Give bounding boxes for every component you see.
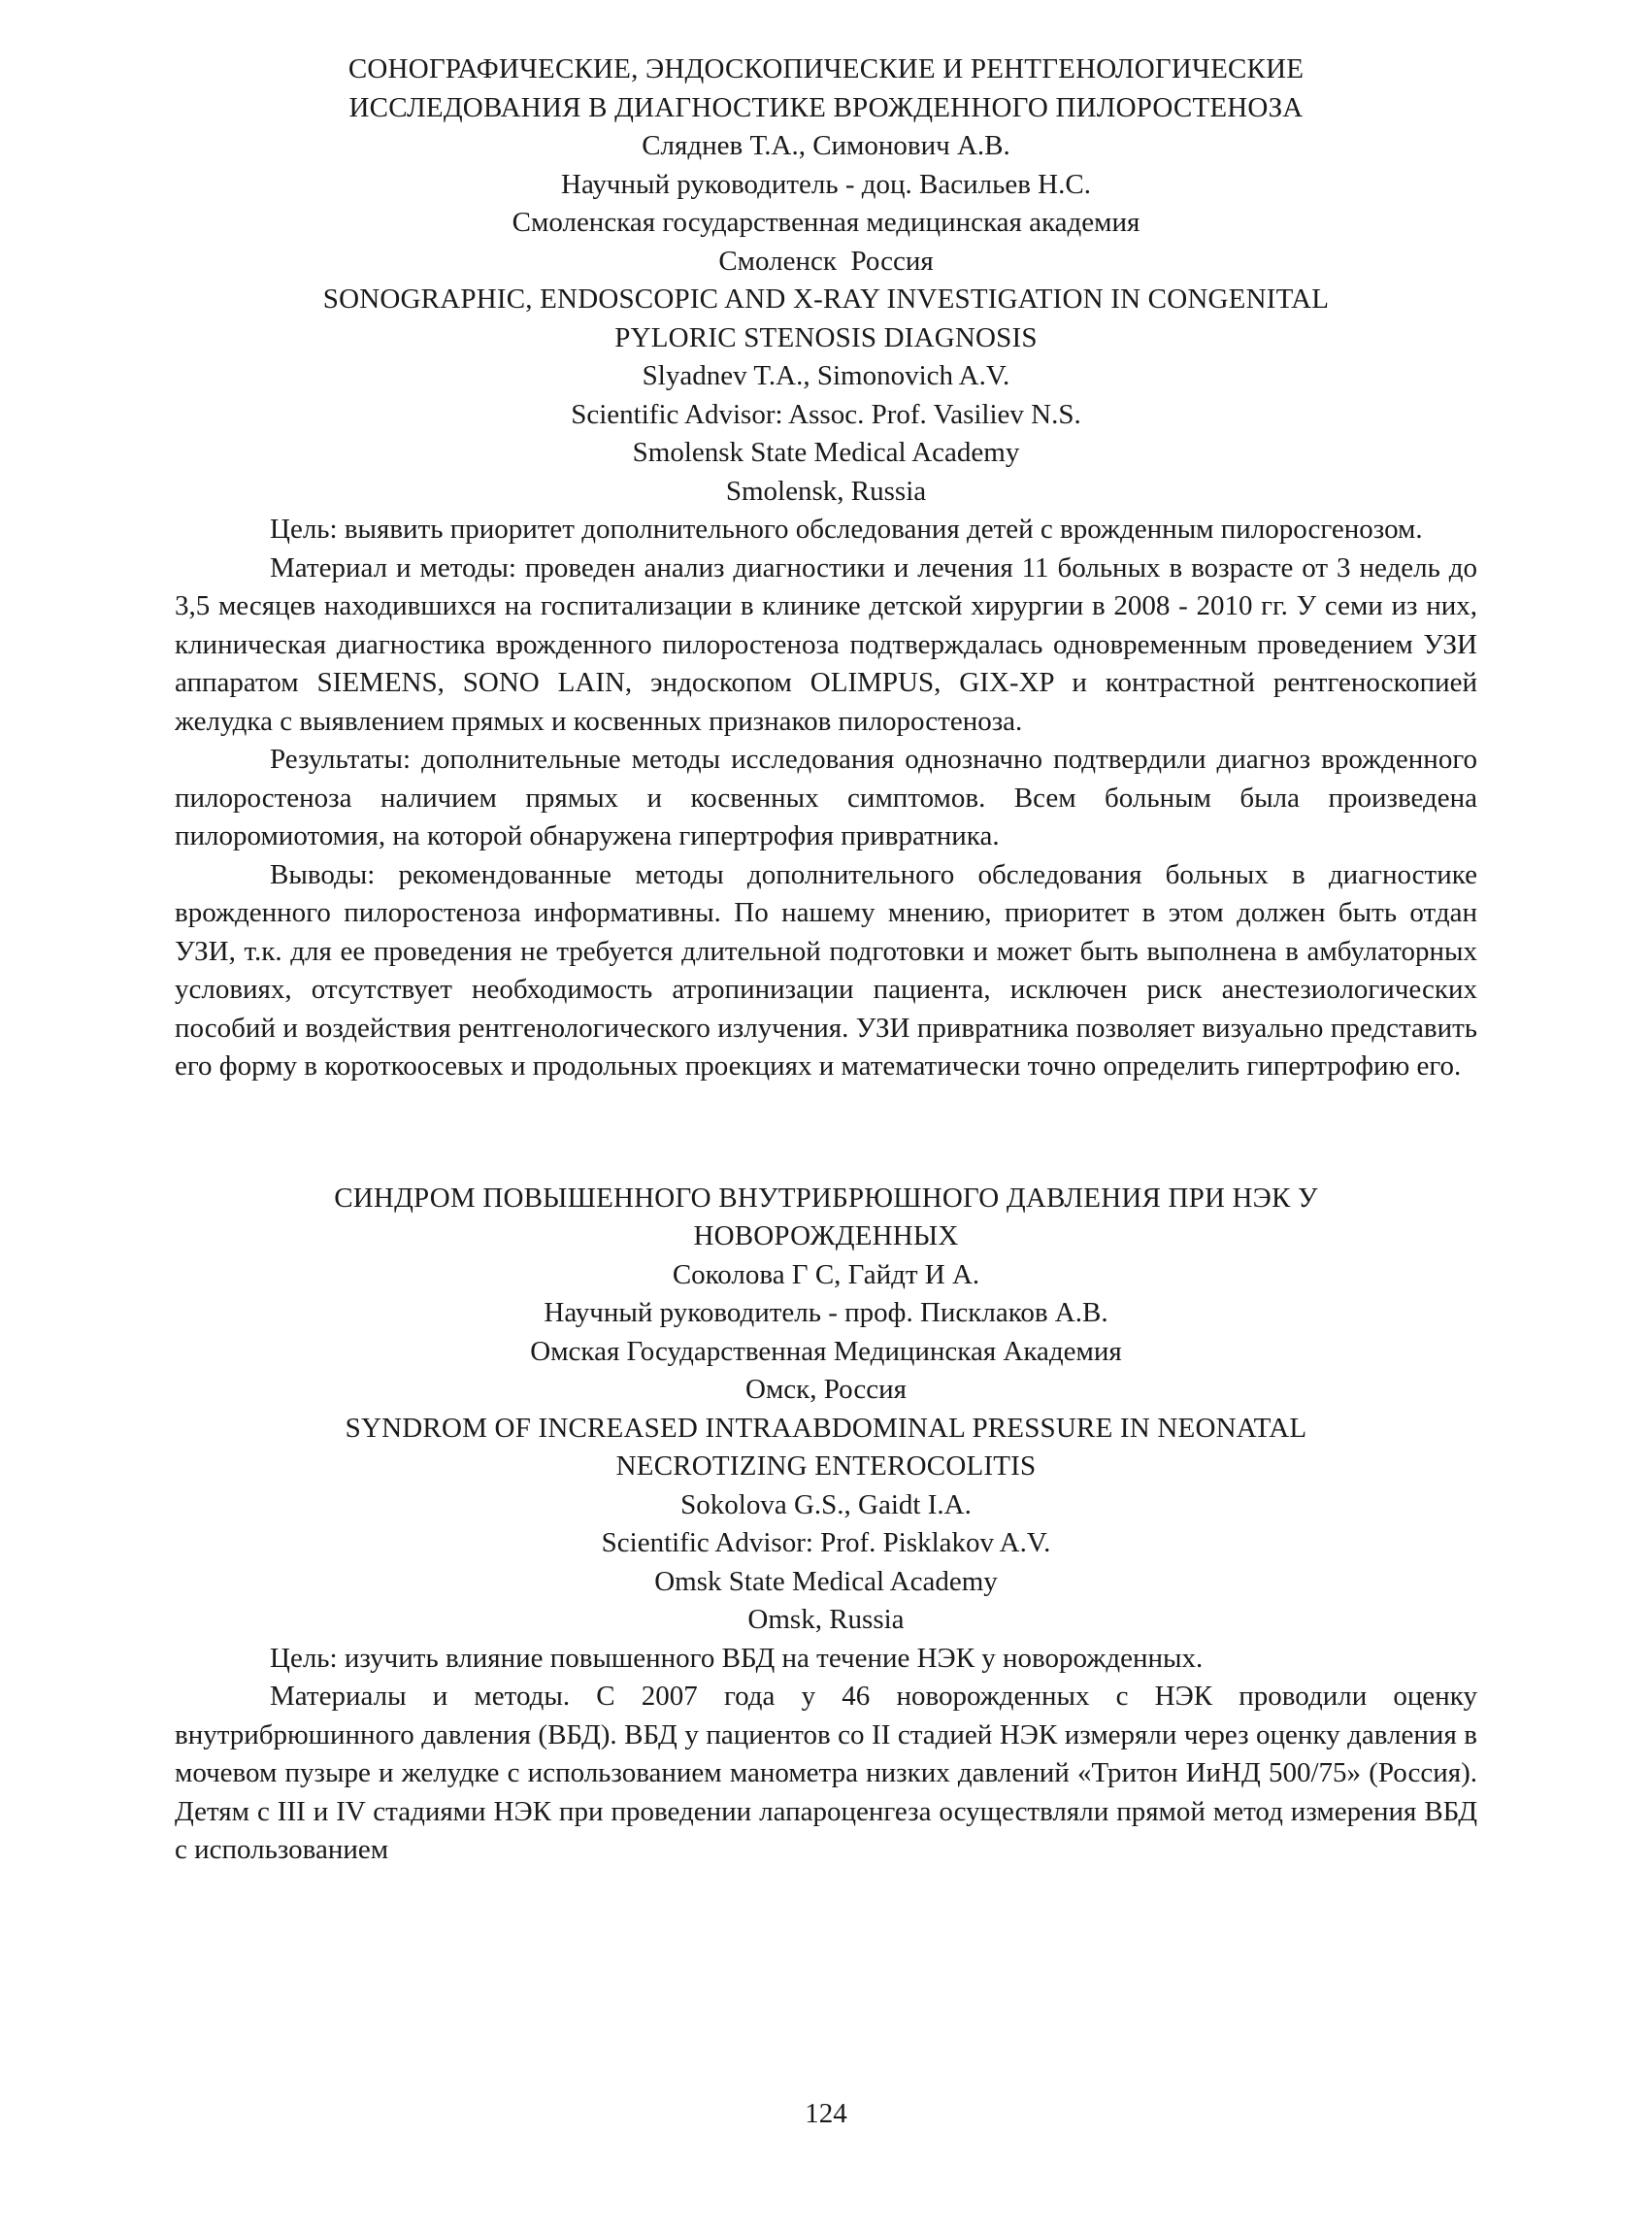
article-1-institution-en: Smolensk State Medical Academy: [632, 437, 1020, 468]
article-2-advisor-en: Scientific Advisor: Prof. Pisklakov A.V.: [601, 1527, 1051, 1558]
article-2-paragraph-methods: Материалы и методы. С 2007 года у 46 новорожденных с НЭК проводили оценку внутрибрюшинного давления (ВБД). ВБД у пациентов со II стадией НЭК измеряли через оценку давления в мочевом пузыре и желудке с использованием манометра низких давлений «Тритон ИиНД 500/75» (Россия). Детям с III и IV стадиями НЭК при проведении лапароценгеза осуществляли прямой метод измерения ВБД с использованием: [175, 1681, 1477, 1865]
article-1-city-ru: Смоленск Россия: [718, 245, 934, 277]
article-1-advisor-en: Scientific Advisor: Assoc. Prof. Vasiliev N.S.: [571, 398, 1081, 430]
article-1: [175, 50, 1477, 1086]
section-spacer: [175, 1086, 1477, 1180]
article-1-title-en-line-1: SONOGRAPHIC, ENDOSCOPIC AND X-RAY INVESTIGATION IN CONGENITAL: [322, 283, 1330, 315]
article-2-paragraph-goal: Цель: изучить влияние повышенного ВБД на течение НЭК у новорожденных.: [270, 1642, 1204, 1674]
article-1-advisor-ru: Научный руководитель - доц. Васильев Н.С.: [561, 168, 1091, 200]
article-1-city-en: Smolensk, Russia: [725, 475, 927, 507]
article-1-paragraph-conclusions: Выводы: рекомендованные методы дополнительного обследования больных в диагностике врожденного пилоростеноза информативны. По нашему мнению, приоритет в этом должен быть отдан УЗИ, т.к. для ее проведения не требуется длительной подготовки и может быть выполнена в амбулаторных условиях, отсутствует необходимость атропинизации пациента, исключен риск анестезиологических пособий и воздействия рентгенологического излучения. УЗИ привратника позволяет визуально представить его форму в короткоосевых и продольных проекциях и математически точно определить гипертрофию его.: [175, 858, 1477, 1082]
article-1-authors-ru: Сляднев Т.А., Симонович А.В.: [642, 130, 1010, 161]
article-1-paragraph-goal: Цель: выявить приоритет дополнительного обследования детей с врожденным пилоросгенозом.: [270, 514, 1423, 545]
article-2-authors-ru: Соколова Г С, Гайдт И А.: [672, 1258, 980, 1290]
article-2-city-en: Omsk, Russia: [747, 1604, 905, 1635]
article-1-title-en-line-2: PYLORIC STENOSIS DIAGNOSIS: [614, 321, 1038, 353]
article-1-institution-ru: Смоленская государственная медицинская академия: [512, 207, 1140, 238]
page-number: 124: [805, 2098, 847, 2129]
article-2-title-ru-line-1: СИНДРОМ ПОВЫШЕННОГО ВНУТРИБРЮШНОГО ДАВЛЕНИЯ ПРИ НЭК У: [334, 1182, 1318, 1214]
article-2-title-en-line-2: NECROTIZING ENTEROCOLITIS: [615, 1450, 1037, 1482]
article-2: [175, 1180, 1477, 1870]
article-1-paragraph-results: Результаты: дополнительные методы исследования однозначно подтвердили диагноз врожденного пилоростеноза наличием прямых и косвенных симптомов. Всем больным была произведена пилоромиотомия, на которой обнаружена гипертрофия привратника.: [175, 744, 1477, 851]
article-2-institution-ru: Омская Государственная Медицинская Академия: [530, 1335, 1122, 1367]
article-2-title-en-line-1: SYNDROM OF INCREASED INTRAABDOMINAL PRESSURE IN NEONATAL: [345, 1412, 1307, 1444]
article-2-institution-en: Omsk State Medical Academy: [654, 1565, 998, 1597]
article-1-paragraph-methods: Материал и методы: проведен анализ диагностики и лечения 11 больных в возрасте от 3 недель до 3,5 месяцев находившихся на госпитализации в клинике детской хирургии в 2008 - 2010 гг. У семи из них, клиническая диагностика врожденного пилоростеноза подтверждалась одновременным проведением УЗИ аппаратом SIEMENS, SONO LAIN, эндоскопом OLIMPUS, GIX-XP и контрастной рентгеноскопией желудка с выявлением прямых и косвенных признаков пилоростеноза.: [175, 551, 1477, 737]
article-1-authors-en: Slyadnev T.A., Simonovich A.V.: [642, 360, 1010, 391]
article-2-authors-en: Sokolova G.S., Gaidt I.A.: [680, 1488, 972, 1520]
article-2-title-ru-line-2: НОВОРОЖДЕННЫХ: [693, 1220, 959, 1251]
article-2-city-ru: Омск, Россия: [745, 1374, 907, 1405]
article-2-advisor-ru: Научный руководитель - проф. Писклаков А.В.: [544, 1297, 1108, 1328]
article-1-title-ru-line-1: СОНОГРАФИЧЕСКИЕ, ЭНДОСКОПИЧЕСКИЕ И РЕНТГЕНОЛОГИЧЕСКИЕ: [347, 53, 1305, 84]
article-1-title-ru-line-2: ИССЛЕДОВАНИЯ В ДИАГНОСТИКЕ ВРОЖДЕННОГО ПИЛОРОСТЕНОЗА: [348, 91, 1304, 123]
